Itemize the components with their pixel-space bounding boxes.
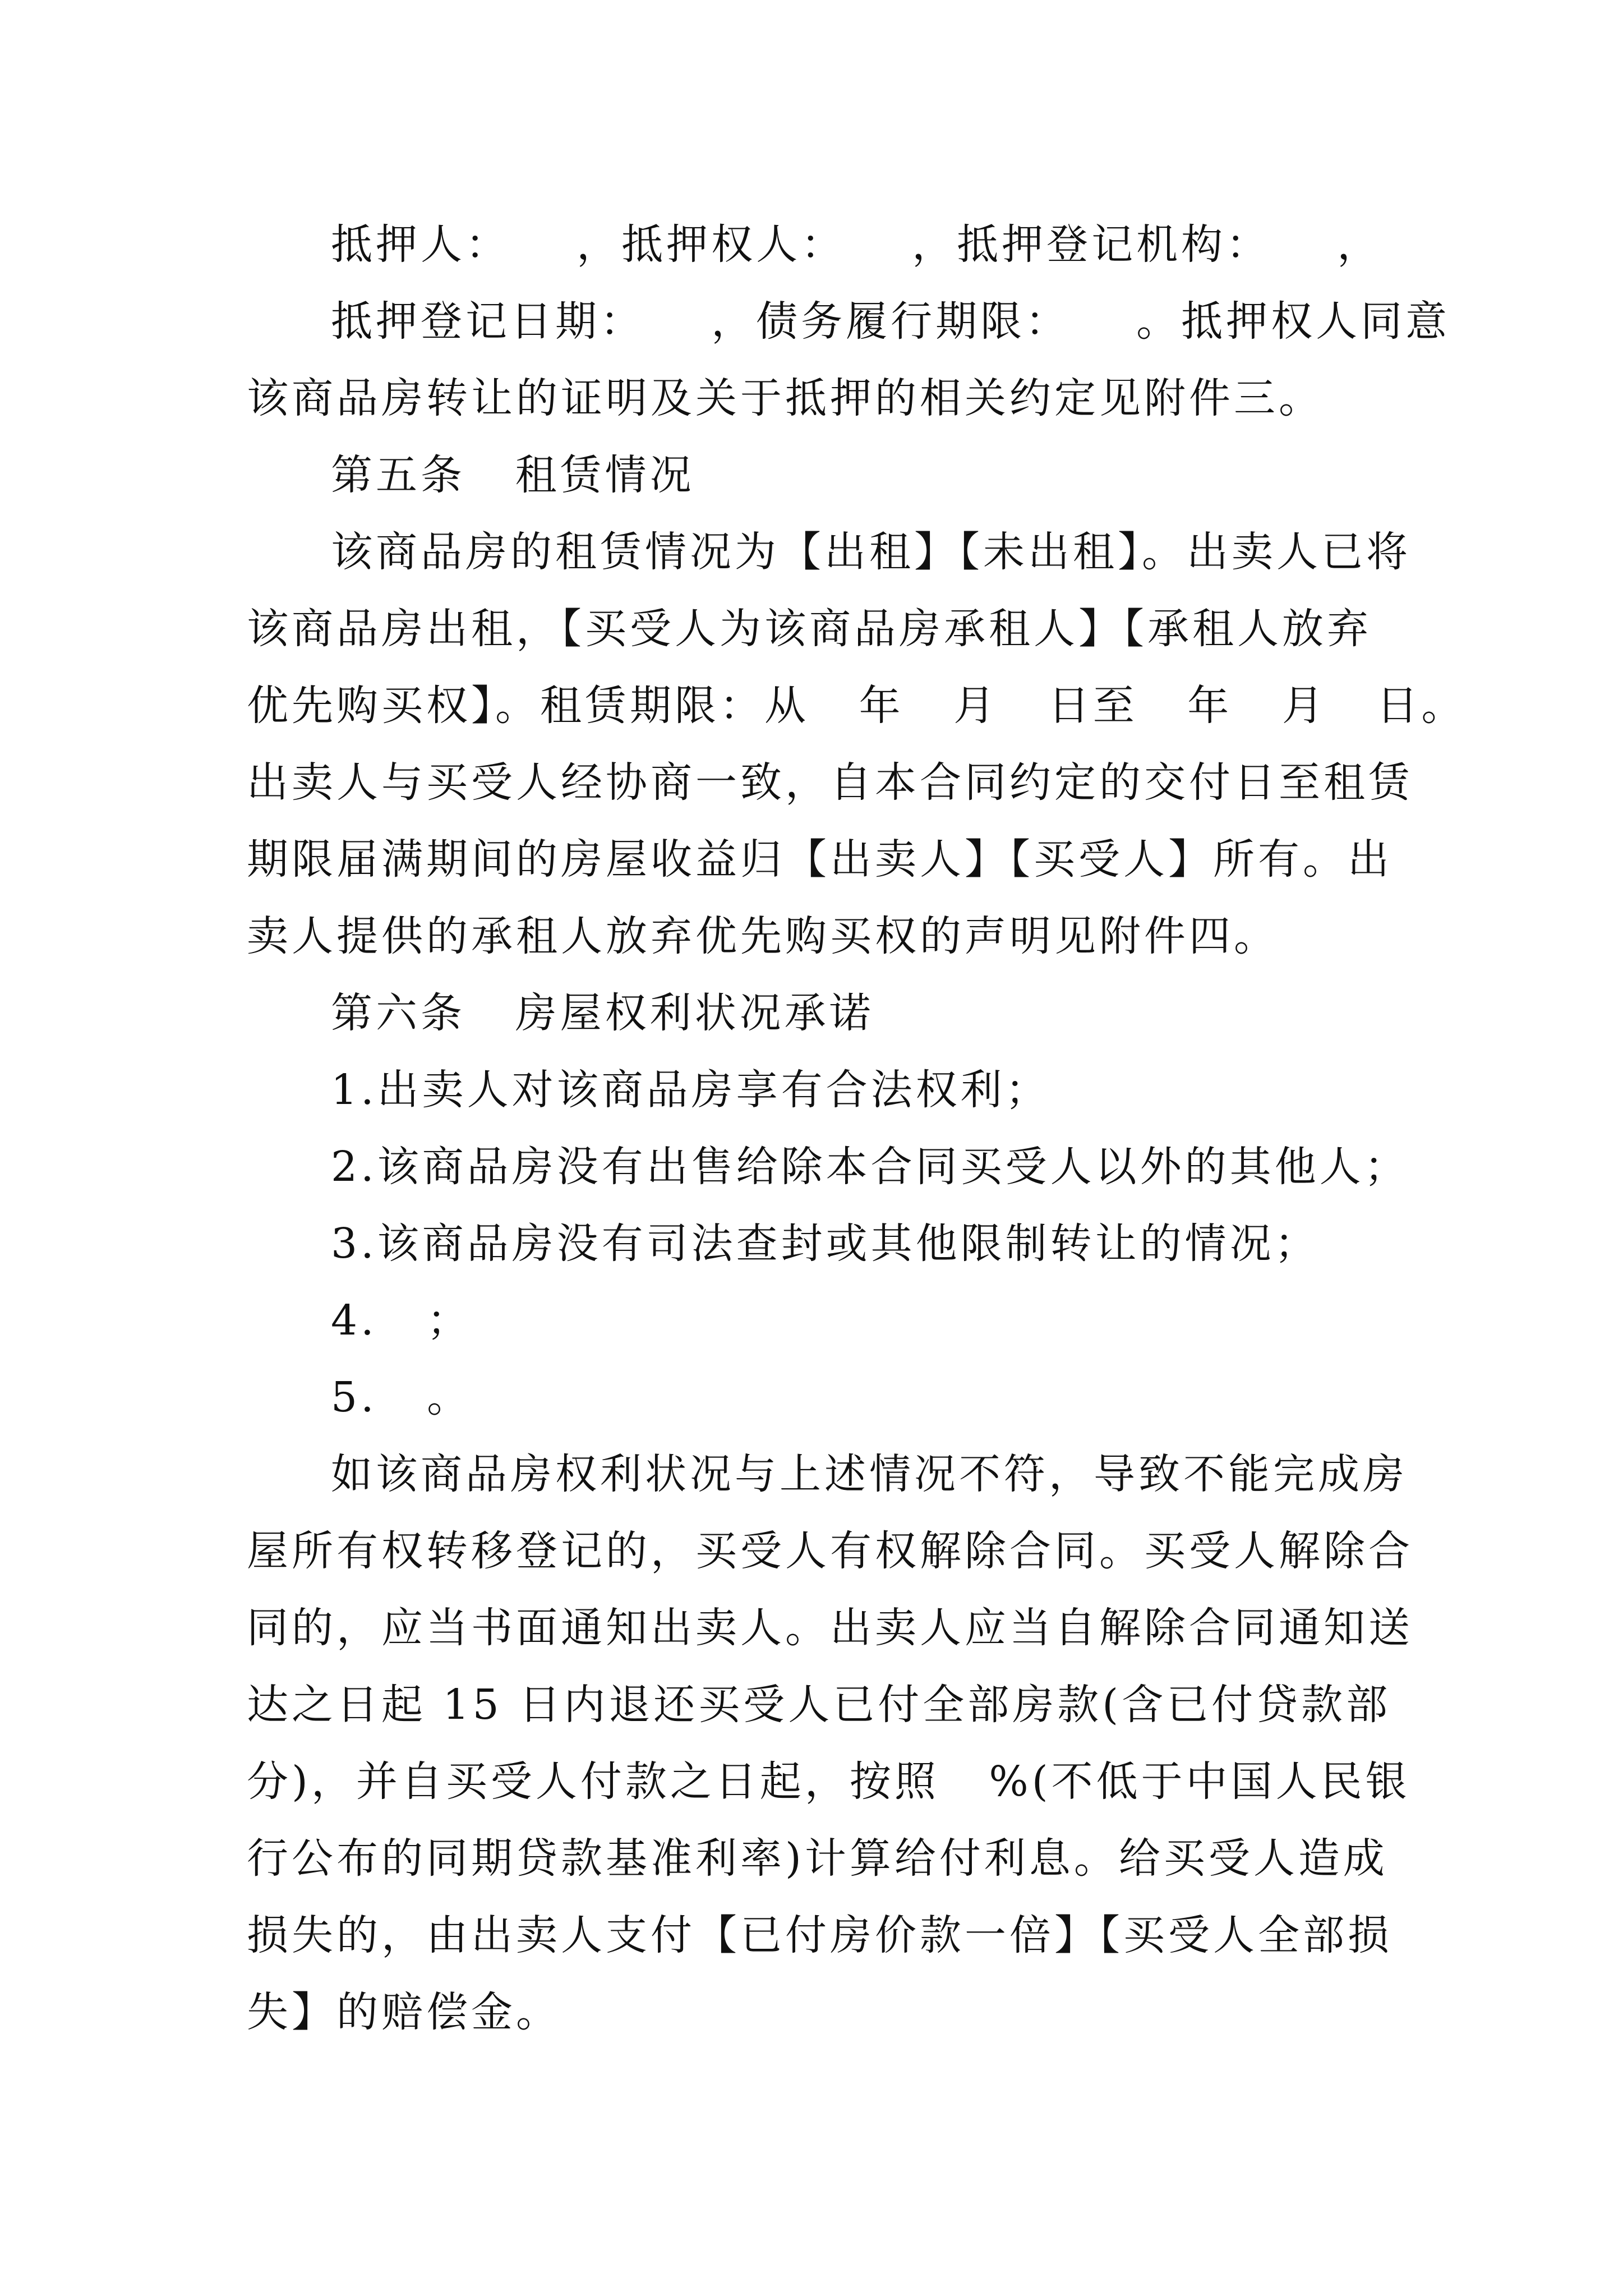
promise-item-3: 3.该商品房没有司法查封或其他限制转让的情况； [331, 1220, 1320, 1268]
article-five-heading: 第五条 租赁情况 [331, 451, 695, 499]
remedy-paragraph-line-7: 损失的，由出卖人支付【已付房价款一倍】【买受人全部损 [247, 1911, 1393, 1959]
promise-item-4: 4. ； [331, 1296, 472, 1345]
lease-paragraph-line-2: 该商品房出租，【买受人为该商品房承租人】【承租人放弃 [247, 605, 1372, 653]
remedy-paragraph-line-3: 同的，应当书面通知出卖人。出卖人应当自解除合同通知送 [247, 1604, 1413, 1652]
remedy-paragraph-line-1: 如该商品房权利状况与上述情况不符，导致不能完成房 [331, 1450, 1408, 1498]
remedy-paragraph-line-6: 行公布的同期贷款基准利率)计算给付利息。给买受人造成 [247, 1834, 1388, 1883]
promise-item-2: 2.该商品房没有出售给除本合同买受人以外的其他人； [331, 1143, 1409, 1191]
mortgage-date-line: 抵押登记日期： ，债务履行期限： 。抵押权人同意 [331, 297, 1451, 346]
remedy-paragraph-line-5: 分)，并自买受人付款之日起，按照 %(不低于中国人民银 [247, 1757, 1410, 1806]
remedy-paragraph-line-2: 屋所有权转移登记的，买受人有权解除合同。买受人解除合 [247, 1527, 1413, 1575]
contract-text [247, 206, 1467, 2051]
promise-item-5: 5. 。 [331, 1373, 472, 1421]
lease-paragraph-line-4: 出卖人与买受人经协商一致，自本合同约定的交付日至租赁 [247, 758, 1413, 807]
mortgage-consent-line: 该商品房转让的证明及关于抵押的相关约定见附件三。 [247, 374, 1324, 422]
remedy-paragraph-line-8: 失】的赔偿金。 [247, 1988, 561, 2036]
lease-paragraph-line-3: 优先购买权】。租赁期限：从 年 月 日至 年 月 日。 [247, 682, 1467, 730]
article-six-heading: 第六条 房屋权利状况承诺 [331, 989, 874, 1037]
promise-item-1: 1.出卖人对该商品房享有合法权利； [331, 1066, 1050, 1114]
lease-paragraph-line-5: 期限届满期间的房屋收益归【出卖人】【买受人】所有。出 [247, 835, 1393, 884]
remedy-paragraph-line-4: 达之日起 15 日内退还买受人已付全部房款(含已付贷款部 [247, 1681, 1391, 1729]
lease-paragraph-line-6: 卖人提供的承租人放弃优先购买权的声明见附件四。 [247, 912, 1279, 960]
mortgage-parties-line: 抵押人： ，抵押权人： ，抵押登记机构： ， [331, 220, 1382, 269]
lease-paragraph-line-1: 该商品房的租赁情况为【出租】【未出租】。出卖人已将 [331, 528, 1411, 576]
